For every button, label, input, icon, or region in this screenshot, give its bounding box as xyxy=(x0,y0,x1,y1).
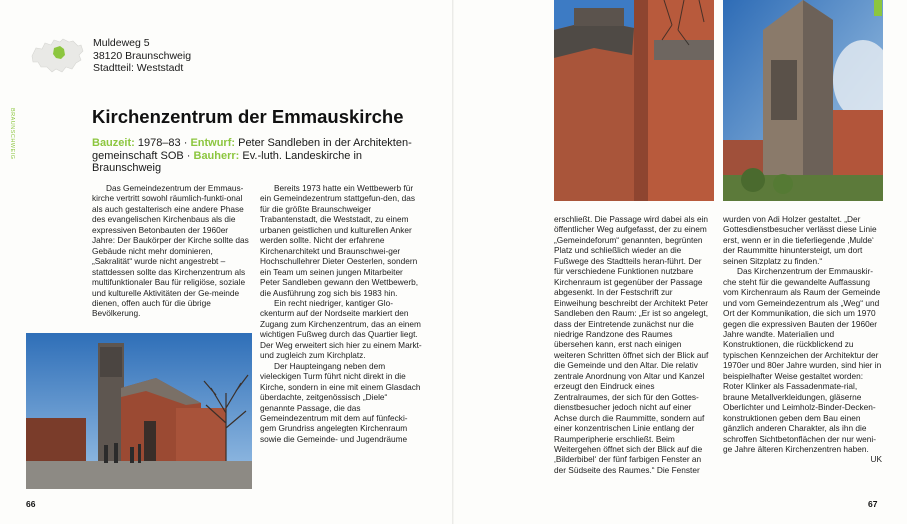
tower-photo xyxy=(723,0,883,201)
address-block xyxy=(93,37,191,75)
text-column-3 xyxy=(554,214,712,475)
bauherr-label: Bauherr: xyxy=(193,149,240,162)
gutter xyxy=(452,0,454,524)
address-street: Muldeweg 5 xyxy=(93,37,150,49)
address-district: Stadtteil: Weststadt xyxy=(93,62,184,74)
paragraph: Ein recht niedriger, kantiger Glo-ckenturm auf der Nordseite markiert den Zugang zum Kirchenzentrum, das an einem wichtigen Fußweg durch das Quartier liegt. Der Weg erweitert sich hier zu einem Markt- und zugleich zum Kirchplatz. xyxy=(260,297,422,361)
entrance-photo xyxy=(554,0,714,201)
side-tab-label: BRAUNSCHWEIG xyxy=(9,108,15,160)
address-city: 38120 Braunschweig xyxy=(93,49,192,62)
building-meta xyxy=(92,137,432,175)
paragraph: wurden von Adi Holzer gestaltet. „Der Gottesdienstbesucher verlässt diese Linie erst, wenn er in die tieferliegende ‚Mulde‘ der Raummitte hinuntersteigt, um dort seinen Sitzplatz zu finden.“ xyxy=(723,214,877,266)
paragraph: Bereits 1973 hatte ein Wettbewerb für ein Gemeindezentrum stattgefun-den, das für die größte Braunschweiger Trabantenstadt, die Weststadt, zu einem urbanen geistlichen und kulturellen Anker werden sollte. Nicht der erfahrene Kirchenarchitekt und Braunschwei-ger Hochschullehrer Dieter Oesterlen, sondern ein Team um seinen jungen Mitarbeiter Peter Sandleben gewann den Wettbewerb, die Ausführung zog sich bis 1983 hin. xyxy=(260,183,419,298)
text-column-2 xyxy=(260,183,423,444)
author-initials: UK xyxy=(870,454,882,465)
page-number-right: 67 xyxy=(868,499,878,509)
page-title: Kirchenzentrum der Emmauskirche xyxy=(92,106,404,127)
paragraph: Das Gemeindezentrum der Emmaus-kirche vertritt sowohl räumlich-funkti-onal als auch gestalterisch eine andere Phase des evangelischen Kirchenbaus als die expressiven Betonbauten der 1960er Jahre: Der Baukörper der Kirche sollte das Gebäude nicht mehr dominieren, „Sakralität“ wurde nicht angestrebt – stattdessen sollte das Kirchenzentrum als multifunktionaler Bau für religiöse, soziale und kulturelle Aktivitäten der Ge-meinde dienen, offen auch für die übrige Bevölkerung. xyxy=(92,183,249,319)
accent-marker xyxy=(874,0,882,16)
page-number-left: 66 xyxy=(26,499,36,509)
text-column-1 xyxy=(92,183,250,319)
text-column-4 xyxy=(723,214,883,465)
bauzeit-label: Bauzeit: xyxy=(92,137,135,149)
church-photo xyxy=(26,333,252,489)
entwurf-value: Peter Sandleben in der Architekten-gemeinschaft SOB · xyxy=(92,137,412,162)
paragraph: Das Kirchenzentrum der Emmauskir-che steht für die gewandelte Auffassung vom Kirchenraum als Raum der Gemeinde und vom Gemeindezentrum als „Weg“ und Ort der Kommunikation, die sich um 1970 gegen die expressiven Bauten der 1960er Jahre wandte. Materialien und Konstruktionen, die rückblickend zu typischen Kennzeichen der Architektur der 1970er und 80er Jahre wurden, sind hier in beispielhafter Weise gestaltet worden: Roter Klinker als Fassadenmate-rial, braune Metallverkleidungen, gläserne Oberlichter und Leimholz-Binder-Decken-konstruktionen geben dem Bau einen gänzlich anderen Charakter, als ihn die schroffen Sichtbetonflächen der nur weni-ge Jahre älteren Kirchenzentren haben. xyxy=(723,266,882,454)
bauherr-value: Ev.-luth. Landeskirche in Braunschweig xyxy=(92,149,363,174)
bauzeit-value: 1978–83 · xyxy=(134,137,191,149)
paragraph: Der Haupteingang neben dem vieleckigen Turm führt nicht direkt in die Kirche, sondern in eine mit einem Glasdach überdachte, zeitgenössisch „Diele“ genannte Passage, die das Gemeindezentrum mit dem auf fünfecki-gem Grundriss angelegten Kirchenraum sowie die Gemeinde- und Jugendräume xyxy=(260,360,421,444)
region-map-icon xyxy=(26,34,86,76)
paragraph: erschließt. Die Passage wird dabei als ein öffentlicher Weg aufgefasst, der zu einem „Gemeindeforum“ genannten, begrünten Platz und schließlich wieder an die Fußwege des Stadtteils heran-führt. Der für verschiedene Funktionen nutzbare Kirchenraum ist gegenüber der Passage abgesenkt. In der Festschrift zur Einweihung beschreibt der Architekt Peter Sandleben den Raum: „Er ist so angelegt, dass der Eintretende zunächst nur die niedrige Randzone des Raumes übersehen kann, erst nach einigen weiteren Schritten öffnet sich der Blick auf die Gemeinde und den Altar. Die relativ zentrale Anordnung von Altar und Kanzel erzeugt den Eindruck eines Zentralraumes, der sich für den Gottes-dienstbesucher jedoch nicht auf einer Achse durch die Raummitte, sondern auf einer konzentrischen Linie entlang der Raumperipherie erschließt. Beim Weitergehen öffnet sich der Blick auf die ‚Bilderbibel‘ der fünf farbigen Fenster an der Südseite des Raumes.“ Die Fenster xyxy=(554,214,709,475)
entwurf-label: Entwurf: xyxy=(190,137,236,149)
side-tab xyxy=(5,108,17,168)
